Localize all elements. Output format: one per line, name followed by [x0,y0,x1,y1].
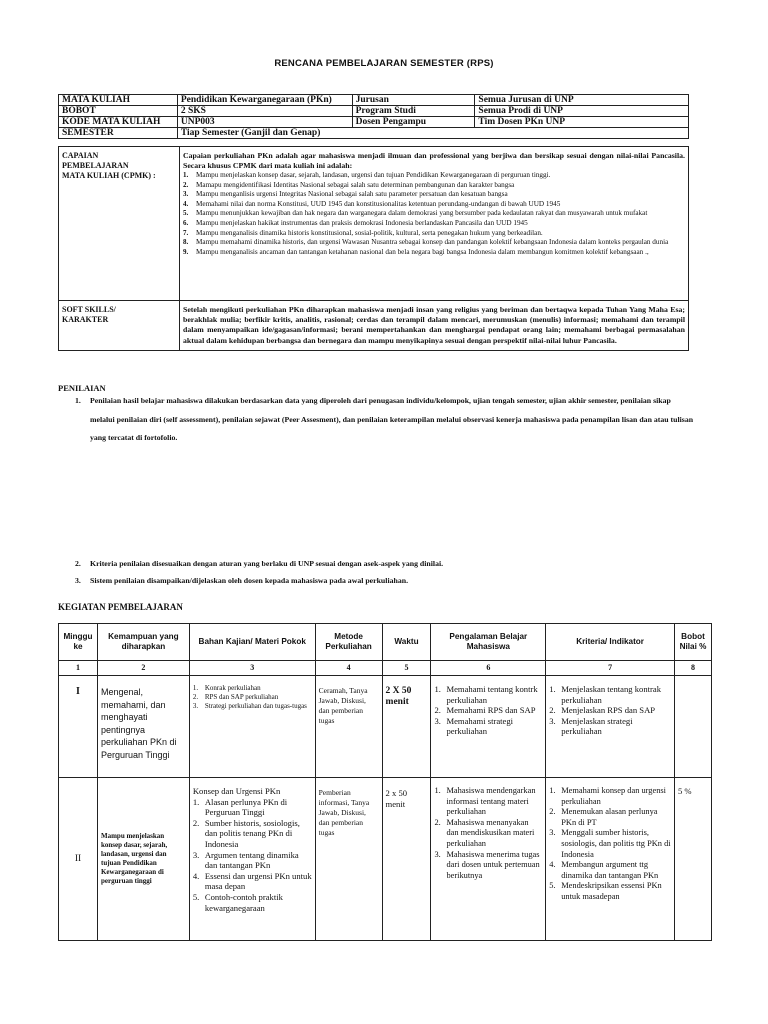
info-label: MATA KULIAH [59,95,178,106]
item-text: Mampu menjelaskan konsep dasar, sejarah, landasan, urgensi dan tujuan Pendidikan Kewarganegaraan di perguruan tinggi. [196,171,551,179]
kegiatan-table [58,623,712,941]
item-text: Memahami strategi perkuliahan [446,715,514,737]
item-text: Mampu menjelaskan hakikat instrumentas dan praksis demokrasi Indonesia berlandaskan Pancasila dan UUD 1945 [196,218,528,227]
item-number: 4. [549,860,556,870]
header-kemampuan: Kemampuan yang diharapkan [97,624,189,661]
cpmk-item [183,248,685,258]
bobot-cell [674,676,711,778]
list-item [193,892,312,913]
item-number: 2. [183,180,189,189]
item-number: 1. [192,796,200,807]
kriteria-list [549,684,671,737]
pengalaman-list [434,684,542,737]
cpmk-list [183,171,685,257]
item-text: Mampu menganlisis urgensi Integritas Nasional sebagai salah satu parameter persatuan dan kesatuan bangsa [196,190,508,199]
penilaian-heading: PENILAIAN [58,383,106,393]
list-item [549,705,671,716]
item-text: Mahasiswa menerima tugas dari dosen untuk pertemuan berikutnya [446,849,540,880]
item-text: Sistem penilaian disampaikan/dijelaskan oleh dosen kepada mahasiswa pada awal perkuliahan. [90,576,409,585]
list-item [193,871,312,892]
list-item [549,881,671,902]
item-number: 2. [549,705,556,716]
item-text: Konrak perkuliahan [204,684,261,692]
cpmk-item [183,181,685,191]
column-number-row [59,661,712,676]
soft-skills-row [59,301,689,351]
list-item [434,716,542,737]
item-number: 3. [434,715,441,726]
info-value: Tim Dosen PKn UNP [475,117,689,128]
item-number: 4. [192,870,200,881]
cpmk-item [183,171,685,181]
list-item [434,786,542,818]
header-metode: Metode Perkuliahan [315,624,382,661]
item-text: Penilaian hasil belajar mahasiswa dilakukan berdasarkan data yang diperoleh dari penugasan individu/kelompok, ujian tengah semester, ujian akhir semester, penilaian sikap melalui penilaian diri (self assessment), penilaian sejawat (Peer Assesment), dan penilaian keterampilan melalui observasi kenerja mahasiswa pada penampilan lisan dan atau tulisan yang tercatat di fortofolio. [90,396,694,442]
item-text: Memahami RPS dan SAP [446,705,536,716]
item-number: 3. [549,715,556,726]
list-item [193,850,312,871]
bahan-title: Konsep dan Urgensi PKn [192,786,281,796]
item-text: RPS dan SAP perkuliahan [204,693,279,701]
column-number: 7 [546,661,675,676]
list-item [549,684,671,705]
cpmk-item [183,229,685,239]
table-row [59,676,712,778]
kriteria-list [549,786,671,903]
header-bahan: Bahan Kajian/ Materi Pokok [189,624,315,661]
info-label: SEMESTER [59,128,178,139]
column-number: 3 [189,661,315,676]
column-number: 2 [97,661,189,676]
capaian-label-line: MATA KULIAH (CPMK) : [62,171,156,180]
table-row [59,778,712,941]
header-kriteria: Kriteria/ Indikator [546,624,675,661]
pengalaman-cell [431,778,546,941]
item-text: Menjelaskan strategi perkuliahan [561,715,633,737]
item-number: 2. [434,705,441,716]
item-text: Mampu menunjukkan kewajiban dan hak negara dan warganegara dalam demokrasi yang bersumber pada kedaulatan rakyat dan musyawarah untuk mufakat [196,209,648,218]
kriteria-cell [546,778,675,941]
item-number: 1. [183,171,189,179]
waktu-cell: 2 x 50 menit [382,778,431,941]
item-number: 5. [549,881,556,891]
info-row [59,128,689,139]
item-text: Sumber historis, sosiologis, dan politis tenang PKn di Indonesia [204,817,300,849]
info-row [59,117,689,128]
list-item [193,797,312,818]
bahan-list [193,684,312,711]
item-number: 1. [192,684,199,692]
info-label: BOBOT [59,106,178,117]
cpmk-item [183,219,685,229]
header-bobot: Bobot Nilai % [674,624,711,661]
item-number: 3. [75,576,81,585]
item-number: 3. [192,702,199,710]
soft-skills-label-line: SOFT SKILLS/ [62,305,116,314]
item-text: Mampu menganalisis dinamika historis konstitusional, sosial-politik, kultural, serta penegakan hukum yang berkeadilan. [196,228,543,237]
item-number: 2. [75,559,81,568]
item-number: 1. [549,684,556,694]
item-text: Mendeskripsikan essensi PKn untuk masadepan [561,881,662,901]
capaian-row [59,147,689,301]
capaian-label [59,147,180,301]
info-value: Tiap Semester (Ganjil dan Genap) [177,128,688,139]
item-number: 2. [192,693,199,701]
capaian-content [180,147,689,301]
item-text: Menemukan alasan perlunya PKn di PT [561,807,658,827]
list-item [434,684,542,705]
column-number: 8 [674,661,711,676]
item-text: Menjelaskan tentang kontrak perkuliahan [561,684,661,705]
kemampuan-cell: Mampu menjelaskan konsep dasar, sejarah, landasan, urgensi dan tujuan Pendidikan Kewarganegaraan di perguruan tinggi [97,778,189,941]
metode-cell: Ceramah, Tanya Jawab, Diskusi, dan pemberian tugas [315,676,382,778]
cpmk-item [183,200,685,210]
item-text: Essensi dan urgensi PKn untuk masa depan [204,870,312,892]
info-value: Semua Prodi di UNP [475,106,689,117]
item-text: Mamapu mengidentifikasi Identitas Nasional sebagai salah satu determinan pembangunan dan karakter bangsa [196,180,515,189]
soft-skills-label [59,301,180,351]
column-number: 5 [382,661,431,676]
penilaian-item [75,572,695,591]
list-item [549,860,671,881]
item-text: Membangun argument ttg dinamika dan tantangan PKn [561,860,659,880]
bahan-cell [189,676,315,778]
item-text: Mampu menganalisis ancaman dan tantangan ketahanan nasional dan bela negara bagi bangsa Indonesia dalam membangun komitmen kolektif kebangsaan ., [196,247,649,256]
item-number: 3. [192,849,200,860]
item-number: 2. [192,817,200,828]
bobot-cell: 5 % [674,778,711,941]
page-title: RENCANA PEMBELAJARAN SEMESTER (RPS) [274,58,494,69]
item-number: 1. [549,786,556,795]
header-waktu: Waktu [382,624,431,661]
info-value: 2 SKS [177,106,352,117]
table-header-row [59,624,712,661]
list-item [434,705,542,716]
item-number: 5. [192,891,200,902]
item-number: 2. [434,817,441,827]
column-number: 1 [59,661,98,676]
item-text: Memahami konsep dan urgensi perkuliahan [561,786,666,806]
week-number: I [59,676,98,778]
item-number: 3. [434,849,441,859]
header-minggu: Minggu ke [59,624,98,661]
info-label: Jurusan [352,95,475,106]
list-item [434,850,542,882]
week-number: II [59,778,98,941]
header-pengalaman: Pengalaman Belajar Mahasiswa [431,624,546,661]
item-number: 7. [183,228,189,237]
penilaian-item [75,555,695,574]
item-number: 6. [183,218,189,227]
soft-skills-label-line: KARAKTER [62,315,109,324]
list-item [434,818,542,850]
item-text: Memahami nilai dan norma Konstitusi, UUD 1945 dan konstitusionalitas ketentuan perundang-undangan di bawah UUD 1945 [196,199,561,208]
item-number: 5. [183,209,189,218]
list-item [549,828,671,860]
item-text: Argumen tentang dinamika dan tantangan PKn [204,849,299,871]
item-number: 1. [75,396,81,405]
item-number: 1. [434,786,441,795]
list-item [549,786,671,807]
capaian-table [58,146,689,351]
soft-skills-text: Setelah mengikuti perkuliahan PKn diharapkan mahasiswa menjadi insan yang religius yang beriman dan bertaqwa kepada Tuhan Yang Maha Esa; berakhlak mulia; berfikir kritis, analitis, rasional; cerdas dan terampil dalam mencari, merumuskan (menulis) informasi; memahami dan terampil dalam menyampaikan ide/gagasan/informasi; berani mempertahankan dan menghargai pendapat orang lain; memahami berbagai permasalahan aktual dalam kehidupan berbangsa dan bernegara dan mampu menyikapinya sesuai dengan perspektif nilai-nilai luhur Pancasila. [180,301,689,351]
kegiatan-heading: KEGIATAN PEMBELAJARAN [58,602,183,612]
metode-cell: Pemberian informasi, Tanya Jawab, Diskusi, dan pemberian tugas [315,778,382,941]
info-value: UNP003 [177,117,352,128]
list-item [193,684,312,693]
info-label: KODE MATA KULIAH [59,117,178,128]
item-text: Mampu memahami dinamika historis, dan urgensi Wawasan Nusantra sebagai konsep dan pandangan kolektif kebangsaan Indonesia dalam konteks pergaulan dunia [196,238,669,247]
info-label: Program Studi [352,106,475,117]
item-number: 2. [549,807,556,817]
column-number: 4 [315,661,382,676]
bahan-list [193,797,312,914]
info-row [59,95,689,106]
item-text: Alasan perlunya PKn di Perguruan Tinggi [204,796,288,818]
item-text: Mahasiswa menanyakan dan mendiskusikan materi perkuliahan [446,817,535,848]
course-info-table [58,94,689,139]
item-text: Memahami tentang kontrk perkuliahan [446,684,538,705]
capaian-label-line: CAPAIAN [62,151,99,160]
item-number: 8. [183,238,189,247]
info-label: Dosen Pengampu [352,117,475,128]
item-number: 3. [183,190,189,199]
item-text: Kriteria penilaian disesuaikan dengan aturan yang berlaku di UNP sesuai dengan asek-aspek yang dinilai. [90,559,444,568]
item-text: Menjelaskan RPS dan SAP [561,705,656,716]
list-item [193,818,312,850]
bahan-cell [189,778,315,941]
item-number: 1. [434,684,441,694]
cpmk-item [183,238,685,248]
item-number: 4. [183,199,189,208]
item-text: Mahasiswa mendengarkan informasi tentang materi perkuliahan [446,786,536,817]
cpmk-item [183,190,685,200]
kriteria-cell [546,676,675,778]
info-value: Semua Jurusan di UNP [475,95,689,106]
item-text: Contoh-contoh praktik kewarganegaraan [204,891,283,913]
waktu-cell: 2 X 50 menit [382,676,431,778]
capaian-label-line: PEMBELAJARAN [62,161,129,170]
list-item [549,807,671,828]
pengalaman-list [434,786,542,881]
info-value: Pendidikan Kewarganegaraan (PKn) [177,95,352,106]
list-item [193,702,312,711]
kemampuan-cell: Mengenal, memahami, dan menghayati pentingnya perkuliahan PKn di Perguruan Tinggi [97,676,189,778]
column-number: 6 [431,661,546,676]
info-row [59,106,689,117]
item-number: 9. [183,247,189,256]
penilaian-item [75,392,695,448]
list-item [193,693,312,702]
item-text: Menggali sumber historis, sosiologis, dan politis ttg PKn di Indonesia [561,828,671,859]
capaian-intro: Capaian perkuliahan PKn adalah agar mahasiswa menjadi ilmuan dan professional yang berjiwa dan bersikap sesuai dengan nilai-nilai Pancasila. Secara khusus CPMK dari mata kuliah ini adalah: [183,151,685,170]
list-item [549,716,671,737]
item-number: 3. [549,828,556,838]
cpmk-item [183,209,685,219]
item-text: Strategi perkuliahan dan tugas-tugas [204,702,307,710]
pengalaman-cell [431,676,546,778]
